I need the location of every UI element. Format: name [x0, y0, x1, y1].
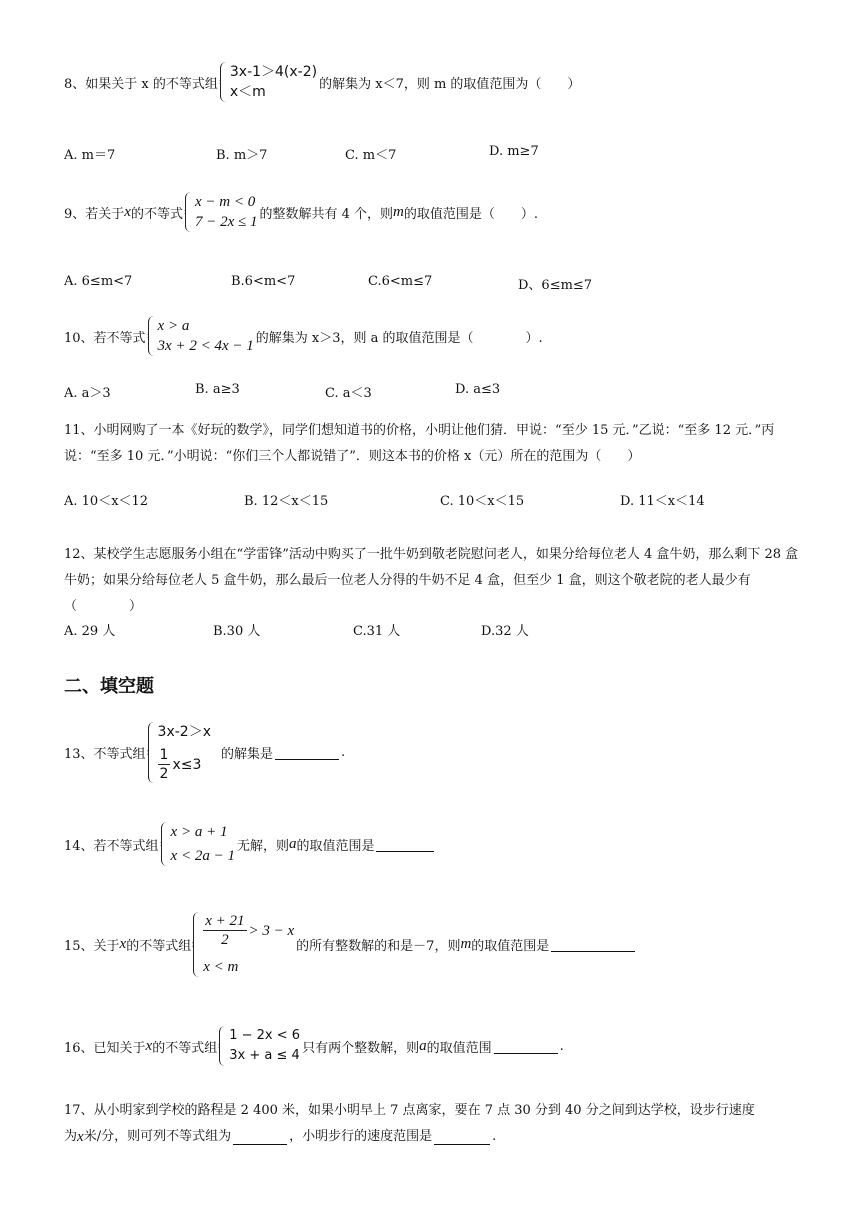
q17-line-1: 17、从小明家到学校的路程是 2 400 米，如果小明早上 7 点离家，要在 7 点 30 分到 40 分之间到达学校，设步行速度 [64, 1103, 755, 1118]
q14-stem-end: 的取值范围是 [296, 838, 375, 854]
q16-variable-x: x [145, 1037, 153, 1054]
q11-option-a: A. 10＜x＜12 [64, 494, 149, 509]
q8-inequality-system [220, 62, 317, 102]
q11-option-b: B. 12＜x＜15 [244, 494, 329, 509]
q13-answer-blank[interactable] [275, 745, 339, 760]
q9-option-a: A. 6≤m<7 [64, 274, 133, 289]
question-10 [64, 316, 543, 356]
q8-option-d: D. m≥7 [489, 144, 539, 159]
q17-text-for: 为 [64, 1129, 78, 1144]
brace-icon [161, 822, 168, 866]
q15-variable-m: m [460, 936, 472, 952]
q12-option-d: D.32 人 [481, 624, 529, 639]
brace-icon [185, 192, 192, 232]
q13-fraction [158, 746, 171, 783]
q16-period: . [559, 1038, 564, 1054]
q14-system-line-2: x < 2a − 1 [170, 848, 235, 864]
q14-stem-mid: 无解，则 [236, 838, 289, 854]
section-title: 二、填空题 [64, 676, 154, 697]
question-16 [64, 1026, 564, 1066]
brace-icon [148, 722, 155, 783]
q8-stem-start: 8、如果关于 x 的不等式组 [64, 76, 218, 92]
q15-stem-start: 15、关于 [64, 939, 120, 954]
q10-option-a: A. a＞3 [64, 386, 111, 401]
q15-variable-x: x [119, 936, 127, 952]
q14-answer-blank[interactable] [376, 837, 434, 852]
q15-fraction-denominator: 2 [221, 932, 229, 948]
q8-option-a: A. m＝7 [64, 148, 116, 163]
q15-stem-mid: 的不等式组 [126, 939, 192, 954]
question-13 [64, 722, 345, 783]
q16-stem-mid: 的不等式组 [152, 1040, 218, 1056]
q17-answer-blank-1[interactable] [233, 1130, 287, 1145]
q10-option-b: B. a≥3 [195, 382, 240, 397]
q17-answer-blank-2[interactable] [434, 1130, 490, 1145]
q13-stem-end: 的解集是 [220, 747, 273, 762]
q9-stem-mid: 的不等式 [130, 206, 183, 222]
q16-stem-end: 的取值范围 [426, 1040, 492, 1056]
q8-system-line-2: x＜m [229, 84, 266, 100]
q10-stem-end: 的解集为 x＞3，则 a 的取值范围是（ ）. [255, 330, 543, 346]
q16-stem-start: 16、已知关于 [64, 1040, 146, 1056]
q12-option-c: C.31 人 [353, 624, 401, 639]
q17-text-speed: ，小明步行的速度范围是 [289, 1129, 433, 1144]
q8-option-b: B. m＞7 [216, 148, 268, 163]
q9-variable-x: x [124, 203, 131, 220]
q15-stem-post: 的所有整数解的和是－7，则 [296, 939, 461, 954]
q17-variable-x: x [77, 1129, 84, 1145]
q13-system-line-1: 3x-2＞x [157, 724, 211, 740]
q8-stem-end: 的解集为 x＜7，则 m 的取值范围为（ ） [319, 76, 581, 92]
q14-variable-a: a [288, 835, 297, 852]
q9-system-line-2: 7 − 2x ≤ 1 [194, 214, 258, 230]
q15-stem-end: 的取值范围是 [471, 939, 550, 954]
q13-period: . [341, 745, 346, 760]
q9-option-b: B.6<m<7 [231, 274, 296, 289]
q9-stem-post: 的整数解共有 4 个，则 [259, 206, 394, 222]
q8-option-c: C. m＜7 [345, 148, 397, 163]
q10-system-line-2: 3x + 2 < 4x − 1 [157, 338, 254, 354]
q12-option-b: B.30 人 [213, 624, 261, 639]
q9-system-line-1: x − m < 0 [194, 194, 256, 210]
q13-fraction-denominator: 2 [159, 766, 169, 782]
q16-inequality-system [219, 1026, 300, 1066]
question-17 [64, 1098, 804, 1150]
q9-option-c: C.6<m≤7 [368, 274, 433, 289]
q9-stem-end: 的取值范围是（ ）. [403, 206, 539, 222]
q10-inequality-system [148, 316, 254, 356]
q16-variable-a: a [419, 1037, 427, 1054]
question-15 [64, 912, 637, 977]
q15-inequality-system [193, 912, 294, 977]
q14-system-line-1: x > a + 1 [170, 824, 228, 840]
q9-variable-m: m [393, 203, 404, 220]
q8-system-line-1: 3x-1＞4(x-2) [229, 64, 318, 80]
q16-answer-blank[interactable] [494, 1039, 558, 1054]
q13-inequality-system [148, 722, 211, 783]
q17-text-unit: 米/分，则可列不等式组为 [83, 1129, 232, 1144]
q16-system-line-2: 3x + a ≤ 4 [229, 1048, 300, 1063]
q10-option-c: C. a＜3 [325, 386, 372, 401]
question-9 [64, 192, 538, 232]
brace-icon [148, 316, 155, 356]
q12-option-a: A. 29 人 [64, 624, 116, 639]
question-14 [64, 822, 436, 866]
q11-option-d: D. 11＜x＜14 [620, 494, 705, 509]
q10-option-d: D. a≤3 [455, 382, 501, 397]
q15-fraction [203, 912, 246, 949]
q10-system-line-1: x > a [157, 318, 190, 334]
q15-answer-blank[interactable] [551, 937, 635, 952]
q16-system-line-1: 1 − 2x < 6 [229, 1028, 301, 1043]
brace-icon [219, 1026, 226, 1066]
q15-system-line-2: x < m [203, 959, 239, 975]
question-11: 11、小明网购了一本《好玩的数学》，同学们想知道书的价格，小明让他们猜．甲说：“至少 15 元．”乙说：“至多 12 元．”丙说：“至多 10 元．”小明说：“你们三个人都说错了”．则这本书的价格 x（元）所在的范围为（ ） [64, 423, 775, 464]
q11-option-c: C. 10＜x＜15 [440, 494, 525, 509]
q15-system-line-1: > 3 − x [248, 922, 295, 939]
brace-icon [220, 62, 227, 102]
brace-icon [193, 912, 200, 977]
q14-inequality-system [161, 822, 235, 866]
q9-option-d: D、6≤m≤7 [518, 278, 593, 293]
q13-fraction-numerator: 1 [159, 747, 169, 763]
q14-stem-start: 14、若不等式组 [64, 838, 159, 854]
question-12: 12、某校学生志愿服务小组在“学雷锋”活动中购买了一批牛奶到敬老院慰问老人，如果分给每位老人 4 盒牛奶，那么剩下 28 盒牛奶；如果分给每位老人 5 盒牛奶，那么最后一位老人分得的牛奶不足 4 盒，但至少 1 盒，则这个敬老院的老人最少有（ ） [64, 547, 799, 614]
q9-inequality-system [185, 192, 258, 232]
q9-stem-start: 9、若关于 [64, 206, 125, 222]
question-8 [64, 62, 580, 102]
q16-stem-post: 只有两个整数解，则 [302, 1040, 420, 1056]
q13-system-line-2: x≤3 [172, 756, 202, 773]
q17-period: . [492, 1129, 497, 1144]
q10-stem-start: 10、若不等式 [64, 330, 146, 346]
q13-stem-start: 13、不等式组 [64, 747, 146, 762]
q15-fraction-numerator: x + 21 [205, 913, 245, 929]
